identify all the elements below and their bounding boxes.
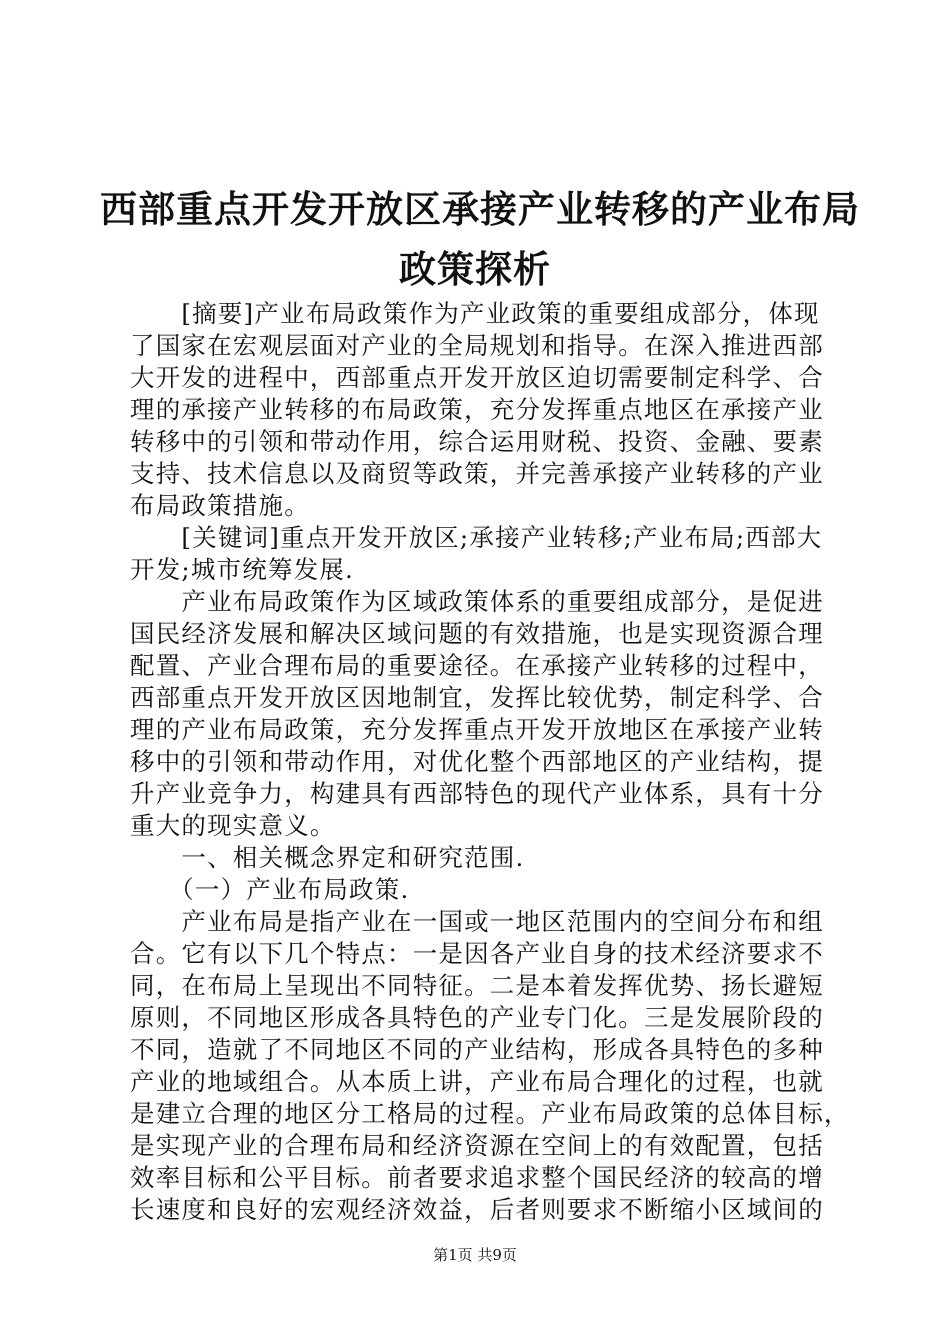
body-line: 是实现产业的合理布局和经济资源在空间上的有效配置，包括 — [130, 1131, 824, 1160]
body-line: 效率目标和公平目标。前者要求追求整个国民经济的较高的增 — [130, 1163, 824, 1192]
body-line: [关键词]重点开发开放区;承接产业转移;产业布局;西部大 — [130, 523, 823, 552]
body-line: 国民经济发展和解决区域问题的有效措施，也是实现资源合理 — [130, 619, 824, 648]
body-line: 理的承接产业转移的布局政策，充分发挥重点地区在承接产业 — [130, 395, 824, 424]
body-line: 西部重点开发开放区因地制宜，发挥比较优势，制定科学、合 — [130, 683, 824, 712]
body-line: 布局政策措施。 — [130, 491, 310, 520]
page-number-footer: 第1页 共9页 — [433, 1246, 517, 1264]
body-line: 产业布局是指产业在一国或一地区范围内的空间分布和组 — [130, 907, 824, 936]
body-line: 大开发的进程中，西部重点开发开放区迫切需要制定科学、合 — [130, 363, 824, 392]
document-title-line-1: 西部重点开发开放区承接产业转移的产业布局 — [100, 188, 860, 231]
body-line: 支持、技术信息以及商贸等政策，并完善承接产业转移的产业 — [130, 459, 824, 488]
body-line: 合。它有以下几个特点：一是因各产业自身的技术经济要求不 — [130, 939, 824, 968]
subsection-heading: （一）产业布局政策. — [130, 875, 410, 904]
body-line: 理的产业布局政策，充分发挥重点开发开放地区在承接产业转 — [130, 715, 824, 744]
body-line: 开发;城市统筹发展. — [130, 555, 355, 584]
body-line: 移中的引领和带动作用，对优化整个西部地区的产业结构，提 — [130, 747, 824, 776]
body-line: 配置、产业合理布局的重要途径。在承接产业转移的过程中， — [130, 651, 824, 680]
body-line: 升产业竞争力，构建具有西部特色的现代产业体系，具有十分 — [130, 779, 824, 808]
body-line: 长速度和良好的宏观经济效益，后者则要求不断缩小区域间的 — [130, 1195, 824, 1224]
body-line: 重大的现实意义。 — [130, 811, 336, 840]
body-line: 原则，不同地区形成各具特色的产业专门化。三是发展阶段的 — [130, 1003, 824, 1032]
body-line: 是建立合理的地区分工格局的过程。产业布局政策的总体目标， — [130, 1099, 850, 1128]
document-title-line-2: 政策探析 — [399, 248, 551, 291]
body-line: 产业的地域组合。从本质上讲，产业布局合理化的过程，也就 — [130, 1067, 824, 1096]
body-line: 了国家在宏观层面对产业的全局规划和指导。在深入推进西部 — [130, 331, 824, 360]
body-line: [摘要]产业布局政策作为产业政策的重要组成部分，体现 — [130, 299, 820, 328]
body-line: 转移中的引领和带动作用，综合运用财税、投资、金融、要素 — [130, 427, 824, 456]
section-heading: 一、相关概念界定和研究范围. — [130, 843, 525, 872]
body-line: 产业布局政策作为区域政策体系的重要组成部分，是促进 — [130, 587, 824, 616]
body-line: 不同，造就了不同地区不同的产业结构，形成各具特色的多种 — [130, 1035, 824, 1064]
body-line: 同，在布局上呈现出不同特征。二是本着发挥优势、扬长避短 — [130, 971, 824, 1000]
